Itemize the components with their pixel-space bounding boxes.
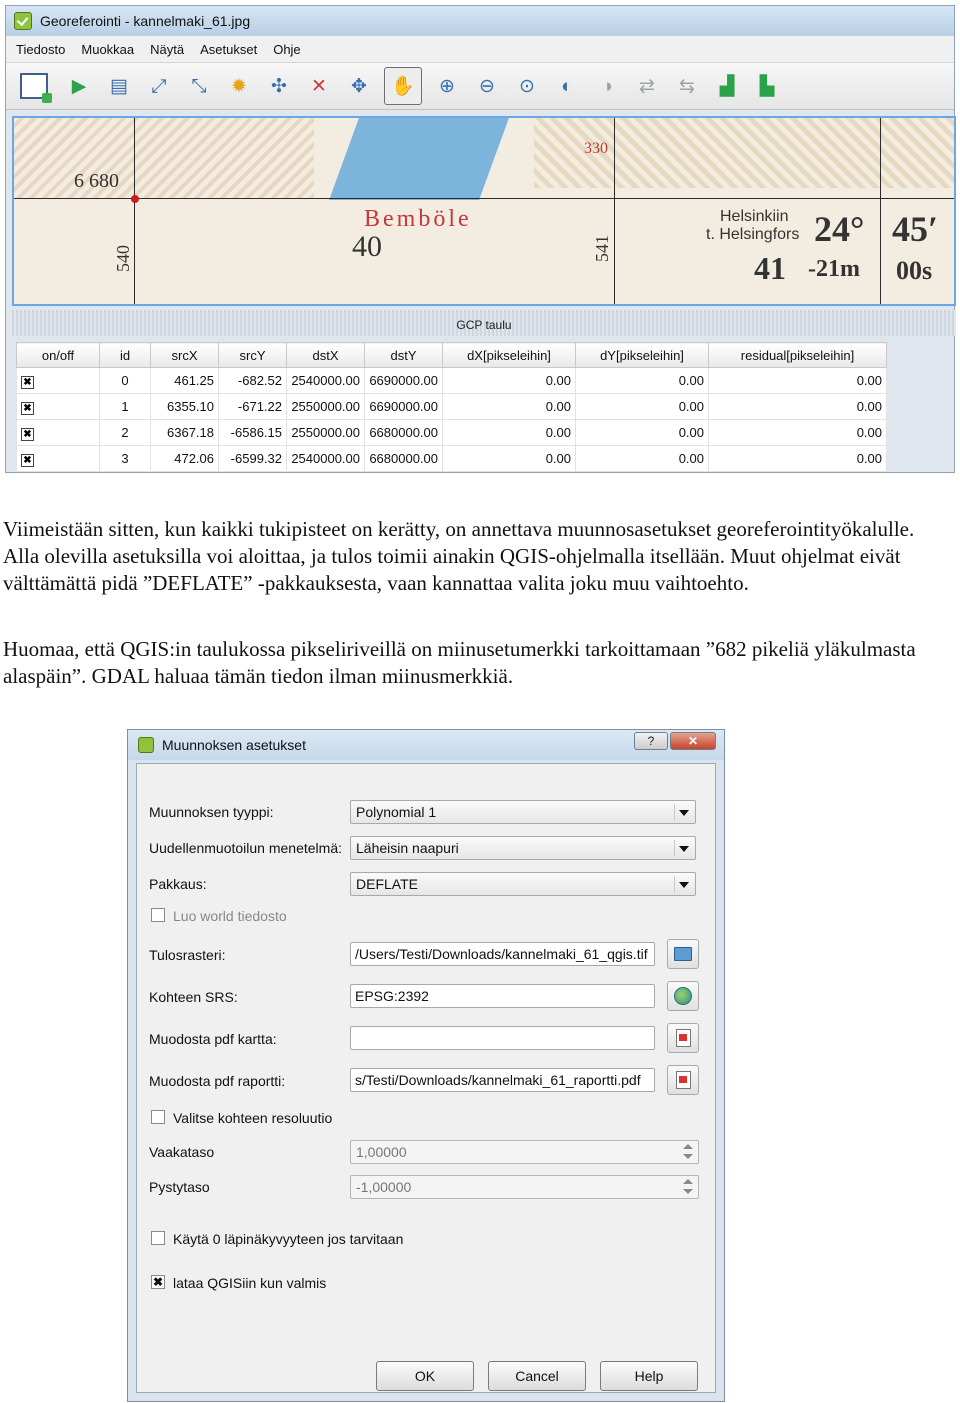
table-cell: 2	[100, 420, 151, 446]
globe-icon	[674, 987, 692, 1005]
table-cell: 0.00	[576, 420, 709, 446]
map-label-city-sv: t. Helsingfors	[706, 226, 800, 243]
pan-hand-icon[interactable]: ✋	[384, 67, 422, 105]
map-label-coord: 6 680	[74, 170, 119, 192]
help-title-button[interactable]: ?	[634, 732, 668, 750]
zoom-last-icon[interactable]: ◐	[561, 75, 573, 97]
georeferencer-window	[5, 5, 955, 473]
folder-icon	[674, 947, 692, 961]
full-histogram-icon[interactable]: ▟	[719, 75, 735, 97]
map-label-330: 330	[584, 140, 608, 157]
map-label-deg: 24°	[814, 209, 865, 249]
map-water	[329, 118, 509, 200]
qgis-app-icon	[138, 737, 154, 753]
zoom-in-icon[interactable]: ⊕	[439, 75, 455, 97]
browse-pdf-report-button[interactable]	[667, 1065, 699, 1095]
link-qgis-icon[interactable]: ⇆	[679, 75, 695, 97]
menu-tiedosto[interactable]: Tiedosto	[16, 41, 66, 57]
gcp-marker[interactable]	[131, 195, 139, 203]
table-cell: 2550000.00	[287, 420, 365, 446]
pdf-file-icon	[676, 1071, 691, 1089]
table-row[interactable]	[17, 420, 887, 446]
menu-ohje[interactable]: Ohje	[273, 41, 301, 57]
table-cell: 6680000.00	[365, 420, 443, 446]
vertical-value: -1,00000	[356, 1179, 412, 1195]
horizontal-spinbox[interactable]	[350, 1140, 699, 1164]
target-srs-input[interactable]: EPSG:2392	[350, 984, 655, 1008]
gcp-table	[16, 342, 887, 472]
compression-label: Pakkaus:	[149, 876, 207, 892]
table-cell: 0.00	[709, 420, 887, 446]
map-label-sec: 00s	[896, 256, 933, 285]
col-dstx[interactable]: dstX	[287, 343, 365, 368]
map-label-min: 45′	[892, 209, 939, 249]
table-cell: -682.52	[219, 368, 287, 394]
table-cell: 6690000.00	[365, 394, 443, 420]
table-row[interactable]	[17, 394, 887, 420]
zoom-next-icon[interactable]: ◑	[601, 75, 613, 97]
table-cell: -6586.15	[219, 420, 287, 446]
table-cell: 0.00	[443, 446, 576, 472]
table-cell: 3	[100, 446, 151, 472]
ok-button[interactable]: OK	[376, 1361, 474, 1391]
table-cell: 6690000.00	[365, 368, 443, 394]
output-raster-input[interactable]: /Users/Testi/Downloads/kannelmaki_61_qgis.tif	[350, 942, 655, 966]
menu-nayta[interactable]: Näytä	[150, 41, 185, 57]
resampling-select[interactable]	[350, 836, 696, 860]
gcp-enabled-checkbox[interactable]: ✖	[21, 376, 34, 389]
zoom-to-layer-icon[interactable]: ⊙	[519, 75, 535, 97]
map-grid-line-541	[614, 118, 615, 306]
map-label-540: 540	[113, 245, 133, 272]
table-cell: 1	[100, 394, 151, 420]
map-label-541: 541	[592, 235, 612, 262]
move-point-icon[interactable]: ✥	[351, 75, 367, 97]
col-id[interactable]: id	[100, 343, 151, 368]
col-dsty[interactable]: dstY	[365, 343, 443, 368]
settings-gear-icon[interactable]: ✹	[231, 75, 247, 97]
spin-down-icon[interactable]	[680, 1152, 696, 1162]
local-histogram-icon[interactable]: ▙	[759, 75, 775, 97]
transform-settings-dialog	[127, 729, 725, 1402]
transform-type-select[interactable]	[350, 800, 696, 824]
table-cell: 472.06	[151, 446, 219, 472]
col-residual[interactable]: residual[pikseleihin]	[709, 343, 887, 368]
table-cell: 0.00	[443, 394, 576, 420]
transform-type-value: Polynomial 1	[356, 804, 437, 820]
compression-select[interactable]	[350, 872, 696, 896]
pdf-map-label: Muodosta pdf kartta:	[149, 1031, 277, 1047]
zero-transparency-checkbox[interactable]	[151, 1231, 165, 1245]
chevron-down-icon	[679, 882, 689, 888]
pdf-report-label: Muodosta pdf raportti:	[149, 1073, 286, 1089]
browse-output-button[interactable]	[667, 939, 699, 969]
map-grid-line	[14, 198, 956, 199]
compression-value: DEFLATE	[356, 876, 418, 892]
generate-gdal-script-icon[interactable]: ▤	[110, 75, 128, 97]
spin-down-icon[interactable]	[680, 1187, 696, 1197]
table-cell: 0.00	[576, 446, 709, 472]
map-settlement-left	[14, 118, 314, 198]
table-cell: -671.22	[219, 394, 287, 420]
col-srcx[interactable]: srcX	[151, 343, 219, 368]
table-row[interactable]	[17, 368, 887, 394]
gcp-dock-title: GCP taulu	[456, 318, 512, 332]
table-cell: 0.00	[576, 394, 709, 420]
help-button[interactable]: Help	[600, 1361, 698, 1391]
open-raster-icon[interactable]	[20, 73, 48, 99]
chevron-down-icon	[679, 846, 689, 852]
gcp-enabled-checkbox[interactable]: ✖	[21, 402, 34, 415]
resampling-label: Uudellenmuotoilun menetelmä:	[149, 840, 342, 856]
add-point-icon[interactable]: ✣	[271, 75, 287, 97]
table-cell: 0.00	[443, 368, 576, 394]
table-cell: 6680000.00	[365, 446, 443, 472]
load-gcp-icon[interactable]: ⤢	[151, 75, 167, 97]
table-cell: 0.00	[709, 446, 887, 472]
world-file-label: Luo world tiedosto	[173, 908, 287, 924]
window-buttons	[632, 732, 716, 750]
map-label-place: Bemböle	[364, 206, 472, 232]
pdf-report-input[interactable]: s/Testi/Downloads/kannelmaki_61_raportti.pdf	[350, 1068, 655, 1092]
map-grid-line-540	[134, 118, 135, 306]
table-cell: 6367.18	[151, 420, 219, 446]
select-srs-button[interactable]	[667, 981, 699, 1011]
zero-transparency-label: Käytä 0 läpinäkyvyyteen jos tarvitaan	[173, 1231, 404, 1247]
georef-toolbar	[6, 63, 954, 110]
table-cell: 0.00	[443, 420, 576, 446]
table-cell: -6599.32	[219, 446, 287, 472]
map-label-21: -21m	[808, 256, 860, 282]
resampling-value: Läheisin naapuri	[356, 840, 459, 856]
link-georef-icon[interactable]: ⇄	[639, 75, 655, 97]
table-cell: 0.00	[709, 394, 887, 420]
dialog-title: Muunnoksen asetukset	[162, 737, 306, 753]
pdf-file-icon	[676, 1029, 691, 1047]
pdf-map-input[interactable]	[350, 1026, 655, 1050]
map-frame-line	[880, 118, 881, 306]
window-title: Georeferointi - kannelmaki_61.jpg	[40, 13, 251, 29]
table-row[interactable]	[17, 446, 887, 472]
window-titlebar	[6, 6, 954, 36]
qgis-app-icon	[14, 12, 32, 30]
vertical-spinbox[interactable]	[350, 1175, 699, 1199]
zoom-out-icon[interactable]: ⊖	[479, 75, 495, 97]
horizontal-label: Vaakataso	[149, 1144, 215, 1160]
table-cell: 2540000.00	[287, 446, 365, 472]
browse-pdf-map-button[interactable]	[667, 1023, 699, 1053]
table-cell: 0	[100, 368, 151, 394]
close-title-button[interactable]: ✕	[670, 732, 716, 750]
load-in-qgis-checkbox[interactable]: ✖	[152, 1275, 164, 1289]
transform-type-label: Muunnoksen tyyppi:	[149, 804, 274, 820]
save-gcp-icon[interactable]: ⤡	[191, 75, 207, 97]
map-label-40: 40	[352, 230, 382, 263]
vertical-label: Pystytaso	[149, 1179, 210, 1195]
output-raster-label: Tulosrasteri:	[149, 947, 226, 963]
delete-point-icon[interactable]: ✕	[311, 75, 327, 97]
target-resolution-checkbox[interactable]	[151, 1110, 165, 1124]
gcp-dock-titlebar	[12, 310, 956, 336]
table-cell: 461.25	[151, 368, 219, 394]
start-georeferencing-icon[interactable]: ▶	[71, 75, 87, 97]
paragraph-note: Huomaa, että QGIS:in taulukossa pikseliriveillä on miinusetumerkki tarkoittamaan ”682 pikeliä yläkulmasta alaspäin”. GDAL haluaa tämän tiedon ilman miinusmerkkiä.	[3, 637, 916, 688]
col-onoff[interactable]: on/off	[17, 343, 100, 368]
gcp-enabled-checkbox[interactable]: ✖	[21, 454, 34, 467]
table-cell: 0.00	[709, 368, 887, 394]
target-srs-label: Kohteen SRS:	[149, 989, 238, 1005]
world-file-checkbox[interactable]	[151, 908, 165, 922]
table-cell: 2550000.00	[287, 394, 365, 420]
menu-asetukset[interactable]: Asetukset	[200, 41, 258, 57]
table-cell: 2540000.00	[287, 368, 365, 394]
spin-up-icon[interactable]	[680, 1142, 696, 1152]
load-in-qgis-label: lataa QGISiin kun valmis	[173, 1275, 327, 1291]
menu-bar	[6, 36, 954, 63]
map-label-city-fi: Helsinkiin	[720, 208, 789, 225]
chevron-down-icon	[679, 810, 689, 816]
paragraph-instructions: Viimeistään sitten, kun kaikki tukipisteet on kerätty, on annettava muunnosasetukset georeferointityökalulle. Alla olevilla asetuksilla voi aloittaa, ja tulos toimii ainakin QGIS-ohjelmalla itsellään. Muut ohjelmat eivät välttämättä pidä ”DEFLATE” -pakkauksesta, vaan kannattaa valita joku muu vaihtoehto.	[3, 517, 915, 595]
map-canvas[interactable]	[12, 116, 956, 306]
target-resolution-label: Valitse kohteen resoluutio	[173, 1110, 333, 1126]
menu-muokkaa[interactable]: Muokkaa	[81, 41, 135, 57]
cancel-button[interactable]: Cancel	[488, 1361, 586, 1391]
gcp-enabled-checkbox[interactable]: ✖	[21, 428, 34, 441]
horizontal-value: 1,00000	[356, 1144, 407, 1160]
dialog-body	[136, 763, 716, 1393]
table-cell: 0.00	[576, 368, 709, 394]
table-cell: 6355.10	[151, 394, 219, 420]
col-dx[interactable]: dX[pikseleihin]	[443, 343, 576, 368]
col-srcy[interactable]: srcY	[219, 343, 287, 368]
map-label-41: 41	[754, 250, 786, 286]
spin-up-icon[interactable]	[680, 1177, 696, 1187]
col-dy[interactable]: dY[pikseleihin]	[576, 343, 709, 368]
